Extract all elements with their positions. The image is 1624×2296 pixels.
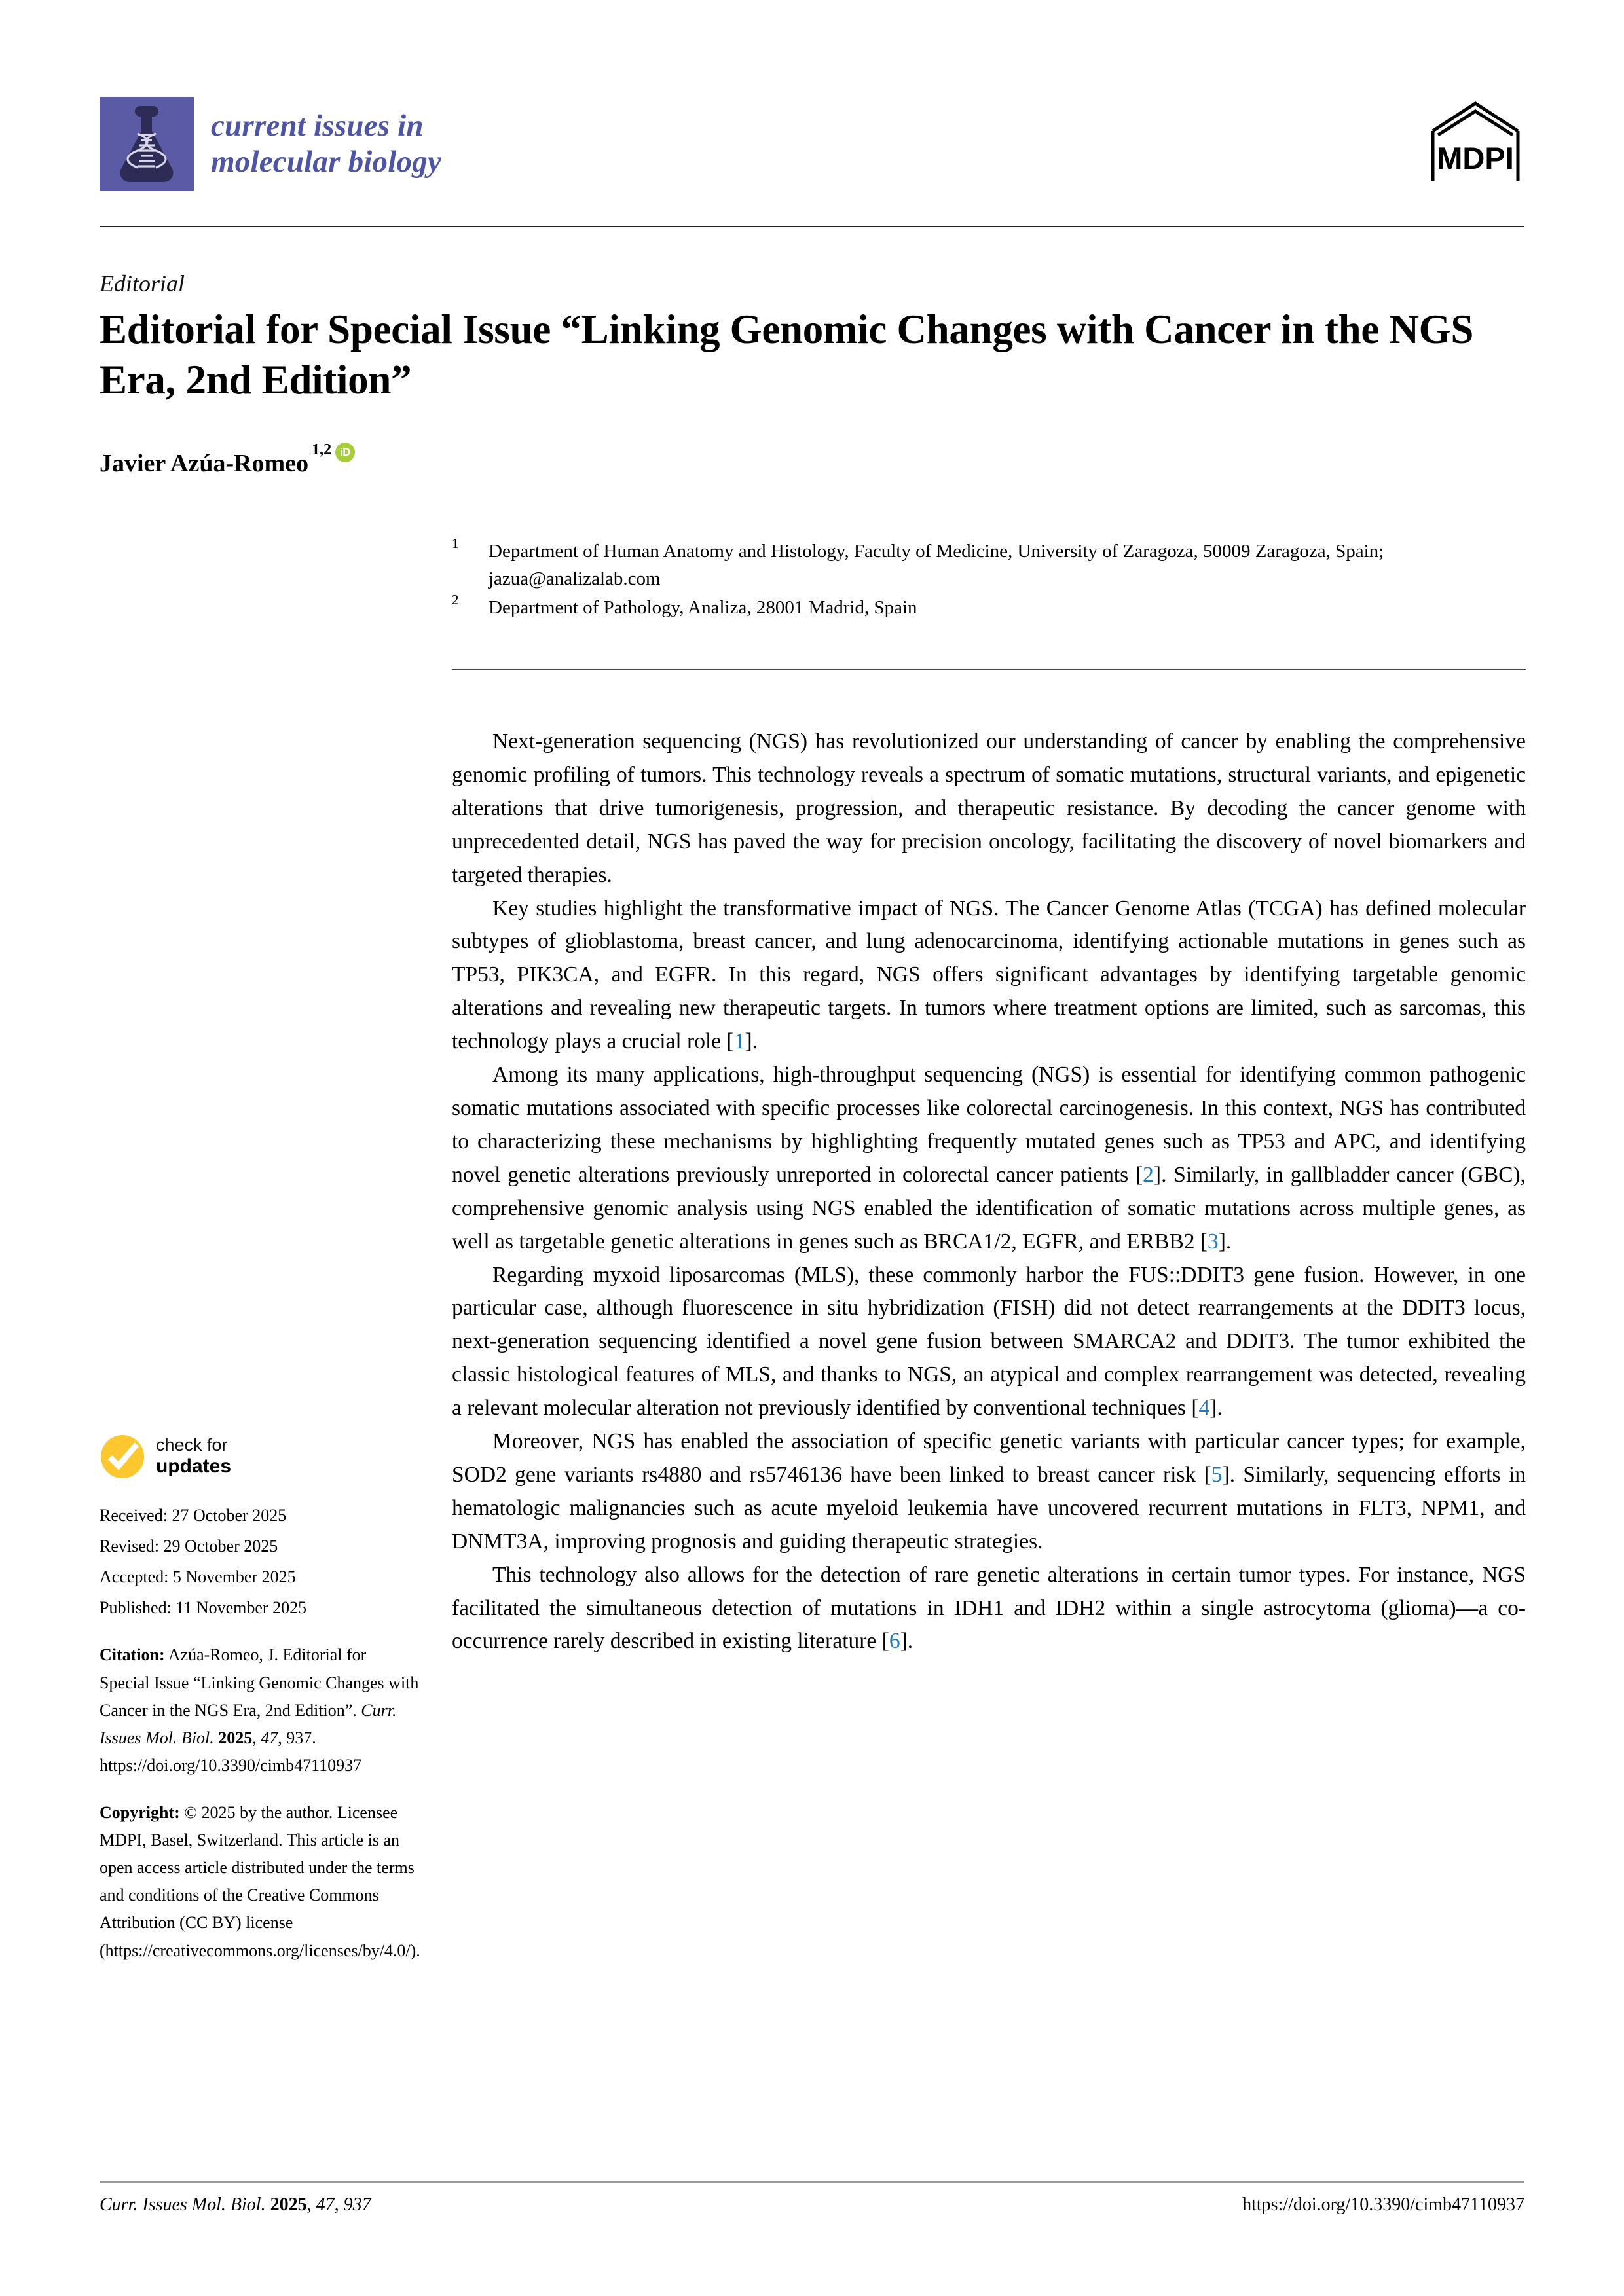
affiliation-item bbox=[452, 591, 1526, 622]
journal-title-line1: current issues in bbox=[211, 109, 424, 143]
reference-link[interactable]: 4 bbox=[1198, 1396, 1210, 1421]
svg-text:MDPI: MDPI bbox=[1437, 141, 1514, 175]
body-paragraph: Among its many applications, high-throughput sequencing (NGS) is essential for identifying common pathogenic somatic mutations associated with specific processes like colorectal carcinogenesis. In this context, NGS has contributed to characterizing these mechanisms by highlighting frequently mutated genes such as TP53 and APC, and identifying novel genetic alterations previously unreported in colorectal cancer patients [2]. Similarly, in gallbladder cancer (GBC), comprehensive genomic analysis using NGS enabled the identification of somatic mutations across multiple genes, as well as targetable genetic alterations in genes such as BRCA1/2, EGFR, and ERBB2 [3]. bbox=[452, 1063, 1526, 1254]
footer-doi-link[interactable]: https://doi.org/10.3390/cimb47110937 bbox=[1242, 2195, 1524, 2215]
footer-divider bbox=[100, 2181, 1524, 2183]
citation-doi-link[interactable]: https://doi.org/10.3390/cimb47110937 bbox=[100, 1755, 362, 1775]
affiliation-text: Department of Human Anatomy and Histology, Faculty of Medicine, University of Zaragoza, 50009 Zaragoza, Spain; jazua@analizalab.com bbox=[489, 541, 1384, 589]
check-for-updates-label bbox=[156, 1435, 231, 1478]
copyright-label: Copyright: bbox=[100, 1802, 180, 1822]
journal-title bbox=[211, 108, 441, 179]
author-affiliation-marks: 1,2 bbox=[312, 441, 332, 458]
affiliations bbox=[452, 538, 1526, 623]
affiliation-divider bbox=[452, 669, 1526, 670]
orcid-icon[interactable]: iD bbox=[335, 443, 355, 462]
check-for-updates-badge[interactable] bbox=[100, 1434, 419, 1480]
affiliation-text: Department of Pathology, Analiza, 28001 Madrid, Spain bbox=[489, 596, 917, 618]
citation-block: Citation: Azúa-Romeo, J. Editorial for Special Issue “Linking Genomic Changes with Cancer in the NGS Era, 2nd Edition”. Curr. Issues Mol. Biol. 2025, 47, 937. https://doi.org/10.3390/cimb47110937 bbox=[100, 1645, 419, 1775]
date-accepted: Accepted: 5 November 2025 bbox=[100, 1567, 296, 1587]
flask-dna-svg bbox=[100, 97, 194, 191]
reference-link[interactable]: 3 bbox=[1207, 1229, 1219, 1254]
affiliation-number: 1 bbox=[452, 536, 459, 551]
reference-link[interactable]: 1 bbox=[733, 1029, 745, 1054]
copyright-text: © 2025 by the author. Licensee MDPI, Basel, Switzerland. This article is an open access article distributed under the terms and conditions of the Creative Commons Attribution (CC BY) license (https://creativecommons.org/licenses/by/4.0/). bbox=[100, 1802, 420, 1960]
publication-dates bbox=[100, 1502, 419, 1622]
body-paragraph: Moreover, NGS has enabled the association of specific genetic variants with particular cancer types; for example, SOD2 gene variants rs4880 and rs5746136 have been linked to breast cancer risk [5]. Similarly, sequencing efforts in hematologic malignancies such as acute myeloid leukemia have uncovered recurrent mutations in FLT3, NPM1, and DNMT3A, improving prognosis and guiding therapeutic strategies. bbox=[452, 1429, 1526, 1554]
footer-year: 2025 bbox=[270, 2195, 307, 2215]
date-published: Published: 11 November 2025 bbox=[100, 1598, 307, 1618]
journal-logo[interactable] bbox=[100, 97, 441, 191]
footer-volume: 47 bbox=[316, 2195, 335, 2215]
mdpi-logo[interactable] bbox=[1426, 98, 1524, 185]
check-for-updates-line1: check for bbox=[156, 1435, 228, 1455]
body-paragraph: Regarding myxoid liposarcomas (MLS), these commonly harbor the FUS::DDIT3 gene fusion. However, in one particular case, although fluorescence in situ hybridization (FISH) did not detect rearrangements at the DDIT3 locus, next-generation sequencing identified a novel gene fusion between SMARCA2 and DDIT3. The tumor exhibited the classic histological features of MLS, and thanks to NGS, an atypical and complex rearrangement was detected, revealing a relevant molecular alteration not previously identified by conventional techniques [4]. bbox=[452, 1262, 1526, 1421]
author-list bbox=[100, 441, 355, 478]
body-paragraph: Next-generation sequencing (NGS) has revolutionized our understanding of cancer by enabling the comprehensive genomic profiling of tumors. This technology reveals a spectrum of somatic mutations, structural variants, and epigenetic alterations that drive tumorigenesis, progression, and therapeutic resistance. By decoding the cancer genome with unprecedented detail, NGS has paved the way for precision oncology, facilitating the discovery of novel biomarkers and targeted therapies. bbox=[452, 729, 1526, 887]
masthead bbox=[100, 92, 1524, 223]
body-paragraph: Key studies highlight the transformative impact of NGS. The Cancer Genome Atlas (TCGA) has defined molecular subtypes of glioblastoma, breast cancer, and lung adenocarcinoma, identifying actionable mutations in genes such as TP53, PIK3CA, and EGFR. In this regard, NGS offers significant advantages by identifying targetable genomic alterations and revealing new therapeutic targets. In tumors where treatment options are limited, such as sarcomas, this technology plays a crucial role [1]. bbox=[452, 896, 1526, 1054]
reference-link[interactable]: 2 bbox=[1143, 1162, 1154, 1187]
citation-text: Azúa-Romeo, J. Editorial for Special Issue “Linking Genomic Changes with Cancer in the NGS Era, 2nd Edition”. bbox=[100, 1645, 419, 1720]
footer-journal: Curr. Issues Mol. Biol. bbox=[100, 2195, 266, 2215]
check-for-updates-line2: updates bbox=[156, 1455, 232, 1478]
flask-dna-icon bbox=[100, 97, 194, 191]
article-body bbox=[452, 725, 1526, 1658]
reference-link[interactable]: 6 bbox=[889, 1629, 900, 1654]
header-divider bbox=[100, 226, 1524, 227]
check-mark-badge-icon bbox=[100, 1434, 145, 1480]
date-received: Received: 27 October 2025 bbox=[100, 1506, 287, 1525]
page-title: Editorial for Special Issue “Linking Genomic Changes with Cancer in the NGS Era, 2nd Edition” bbox=[100, 306, 1474, 403]
date-revised: Revised: 29 October 2025 bbox=[100, 1537, 278, 1556]
author-name: Javier Azúa-Romeo bbox=[100, 450, 309, 477]
citation-journal: Curr. Issues Mol. Biol. bbox=[100, 1700, 397, 1747]
mdpi-logo-svg bbox=[1426, 98, 1524, 185]
affiliation-item bbox=[452, 538, 1526, 593]
article-type: Editorial bbox=[100, 270, 185, 297]
journal-title-line2: molecular biology bbox=[211, 145, 441, 179]
copyright-block bbox=[100, 1799, 419, 1965]
body-paragraph: This technology also allows for the detection of rare genetic alterations in certain tumor types. For instance, NGS facilitated the simultaneous detection of mutations in IDH1 and IDH2 within a single astrocytoma (glioma)—a co-occurrence rarely described in existing literature [6]. bbox=[452, 1562, 1526, 1654]
citation-article-number: 937 bbox=[286, 1728, 312, 1747]
citation-year: 2025 bbox=[218, 1728, 253, 1747]
footer-article: 937 bbox=[343, 2195, 371, 2215]
page-footer bbox=[100, 2195, 1524, 2215]
reference-link[interactable]: 5 bbox=[1211, 1462, 1223, 1487]
affiliation-number: 2 bbox=[452, 591, 459, 608]
footer-citation: Curr. Issues Mol. Biol. 2025, 47, 937 bbox=[100, 2195, 371, 2215]
citation-label: Citation: bbox=[100, 1645, 165, 1665]
citation-volume: 47 bbox=[261, 1728, 278, 1747]
sidebar bbox=[100, 1434, 419, 1965]
